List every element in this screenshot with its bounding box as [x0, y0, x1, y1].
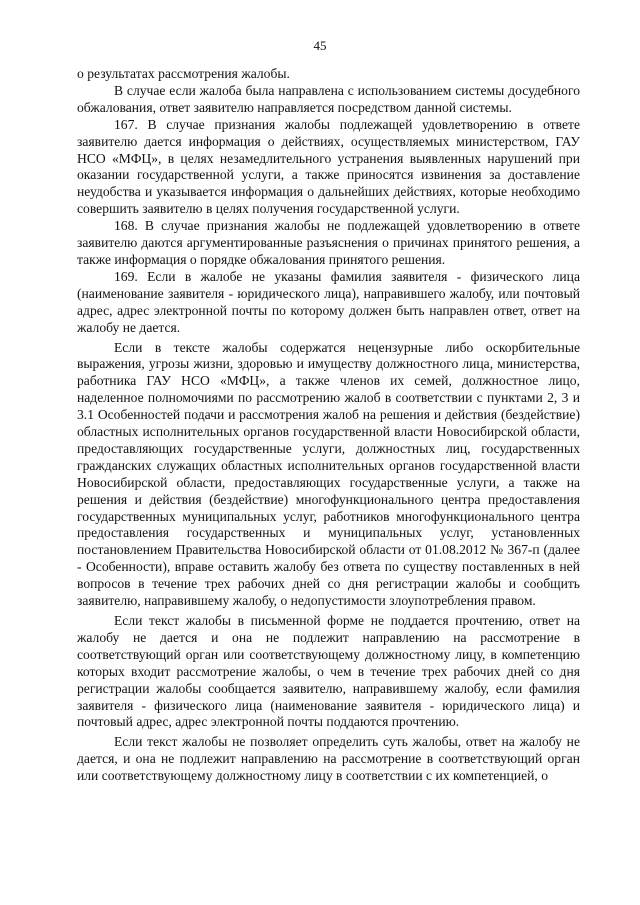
- page-number: 45: [313, 38, 327, 53]
- paragraph-unreadable-text: Если текст жалобы в письменной форме не поддается прочтению, ответ на жалобу не дается и она не подлежит направлению на рассмотрение в соответствующий орган или соответствующему должностному лицу, в компетенцию которых входит рассмотрение жалобы, о чем в течение трех рабочих дней со дня регистрации жалобы сообщается заявителю, направившему жалобу, если фамилия заявителя - физического лица (наименование заявителя - юридического лица) и почтовый адрес, адрес электронной почты поддаются прочтению.: [77, 613, 580, 730]
- paragraph-168: 168. В случае признания жалобы не подлежащей удовлетворению в ответе заявителю даются аргументированные разъяснения о причинах принятого решения, а также информация о порядке обжалования принятого решения.: [77, 218, 580, 267]
- paragraph-167: 167. В случае признания жалобы подлежащей удовлетворению в ответе заявителю дается информация о действиях, осуществляемых министерством, ГАУ НСО «МФЦ», в целях незамедлительного устранения выявленных нарушений при оказании государственной услуги, а также приносятся извинения за доставление неудобства и указывается информация о дальнейших действиях, которые необходимо совершить заявителю в целях получения государственной услуги.: [77, 116, 580, 217]
- paragraph-undeterminable-essence: Если текст жалобы не позволяет определить суть жалобы, ответ на жалобу не дается, и она не подлежит направлению на рассмотрение в соответствующий орган или соответствующему должностному лицу в соответствии с их компетенцией, о: [77, 734, 580, 784]
- paragraph-offensive-language: Если в тексте жалобы содержатся нецензурные либо оскорбительные выражения, угрозы жизни, здоровью и имуществу должностного лица, министерства, работника ГАУ НСО «МФЦ», а также членов их семей, должностное лицо, наделенное полномочиями по рассмотрению жалоб в соответствии с пунктами 2, 3 и 3.1 Особенностей подачи и рассмотрения жалоб на решения и действия (бездействие) областных исполнительных органов государственной власти Новосибирской области, предоставляющих государственные услуги, должностных лиц, государственных гражданских служащих областных исполнительных органов государственной власти Новосибирской области, предоставляющих государственные услуги, а также на решения и действия (бездействие) многофункционального центра предоставления государственных муниципальных услуг, работников многофункционального центра предоставления государственных и муниципальных услуг, установленных постановлением Правительства Новосибирской области от 01.08.2012 № 367-п (далее - Особенности), вправе оставить жалобу без ответа по существу поставленных в ней вопросов в течение трех рабочих дней со дня регистрации жалобы и сообщить заявителю, направившему жалобу, о недопустимости злоупотребления правом.: [77, 339, 580, 609]
- document-body: [77, 66, 580, 785]
- paragraph-pre-trial-system: В случае если жалоба была направлена с использованием системы досудебного обжалования, ответ заявителю направляется посредством данной системы.: [77, 82, 580, 115]
- paragraph-169: 169. Если в жалобе не указаны фамилия заявителя - физического лица (наименование заявителя - юридического лица), направившего жалобу, или почтовый адрес, адрес электронной почты по которому должен быть направлен ответ, ответ на жалобу не дается.: [77, 268, 580, 335]
- paragraph-continuation: о результатах рассмотрения жалобы.: [77, 66, 290, 81]
